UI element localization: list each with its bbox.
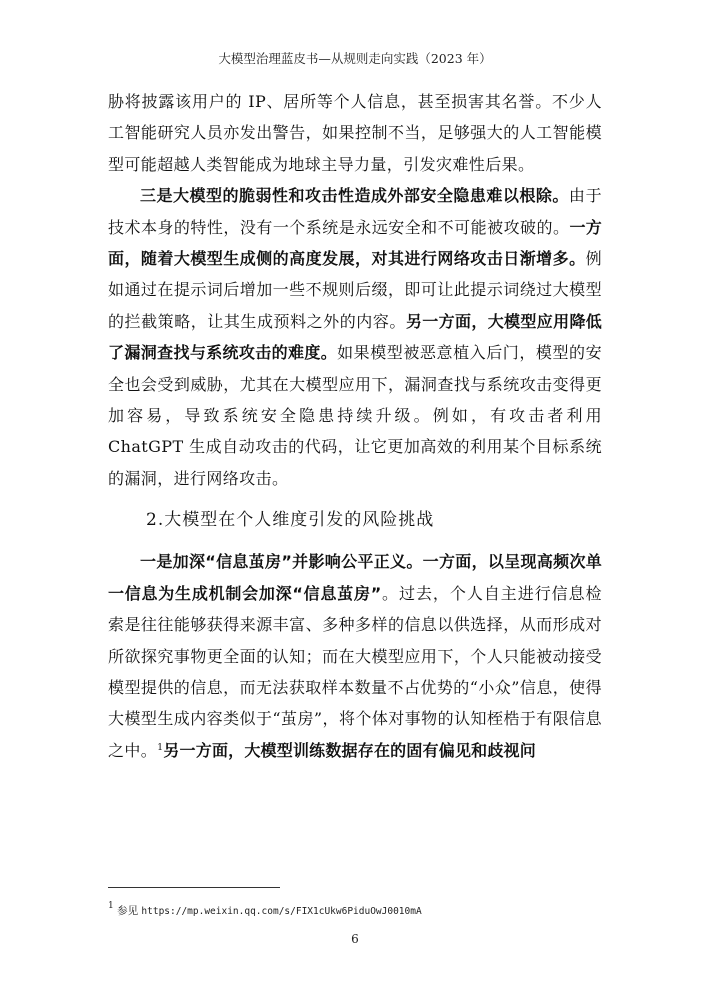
text-run: 由于技术本身的特性，没有一个系统是永远安全和不可能被攻破的。	[108, 186, 602, 237]
text-run: 。过去，个人自主进行信息检索是往往能够获得来源丰富、多种多样的信息以供选择，从而形成对所欲探究事物更全面的认知；而在大模型应用下，个人只能被动接受模型提供的信息，而无法获取样本数量不占优势的“小众”信息，使得大模型生成内容类似于“茧房”，将个体对事物的认知桎梏于有限信息之中。	[108, 583, 603, 760]
bold-text-run: 另一方面，大模型训练数据存在的固有偏见和歧视问	[163, 740, 536, 760]
body-paragraph	[108, 86, 602, 180]
paragraph-group-2	[108, 546, 602, 766]
paragraph-group-1	[108, 86, 602, 494]
running-header: 大模型治理蓝皮书—从规则走向实践（2023 年）	[218, 51, 492, 66]
footnote-reference[interactable]: 1	[157, 742, 164, 753]
bold-text-run: 另一方面，大模型应用降低了漏洞查找与系统攻击的难度。	[108, 311, 603, 363]
text-run: 胁将披露该用户的 IP、居所等个人信息，甚至损害其名誉。不少人工智能研究人员亦发出警告，如果控制不当，足够强大的人工智能模型可能超越人类智能成为地球主导力量，引发灾难性后果。	[108, 92, 602, 174]
section-heading: 2.大模型在个人维度引发的风险挑战	[146, 510, 435, 531]
text-run: 例如通过在提示词后增加一些不规则后缀，即可让此提示词绕过大模型的拦截策略，让其生成预料之外的内容。	[108, 249, 602, 331]
body-paragraph	[108, 180, 602, 494]
text-run: 如果模型被恶意植入后门，模型的安全也会受到威胁，尤其在大模型应用下，漏洞查找与系统攻击变得更加容易，导致系统安全隐患持续升级。例如，有攻击者利用 ChatGPT 生成自动攻击的代码，让它更加高效的利用某个目标系统的漏洞，进行网络攻击。	[108, 343, 602, 488]
footnote-marker: 1	[108, 901, 114, 911]
footnote-link[interactable]: https://mp.weixin.qq.com/s/FIX1cUkw6PiduOwJ0010mA	[141, 906, 422, 917]
page-number: 6	[351, 932, 359, 946]
footnote	[108, 903, 422, 918]
bold-text-run: 一是加深“信息茧房”并影响公平正义。一方面，以呈现高频次单一信息为生成机制会加深“信息茧房”	[108, 552, 602, 603]
body-content	[108, 86, 602, 766]
bold-text-run: 一方面，随着大模型生成侧的高度发展，对其进行网络攻击日渐增多。	[108, 217, 602, 269]
bold-text-run: 三是大模型的脆弱性和攻击性造成外部安全隐患难以根除。	[140, 186, 569, 206]
footnote-prefix: 参见	[117, 905, 139, 917]
body-paragraph	[108, 546, 602, 766]
footnote-divider	[108, 887, 280, 888]
